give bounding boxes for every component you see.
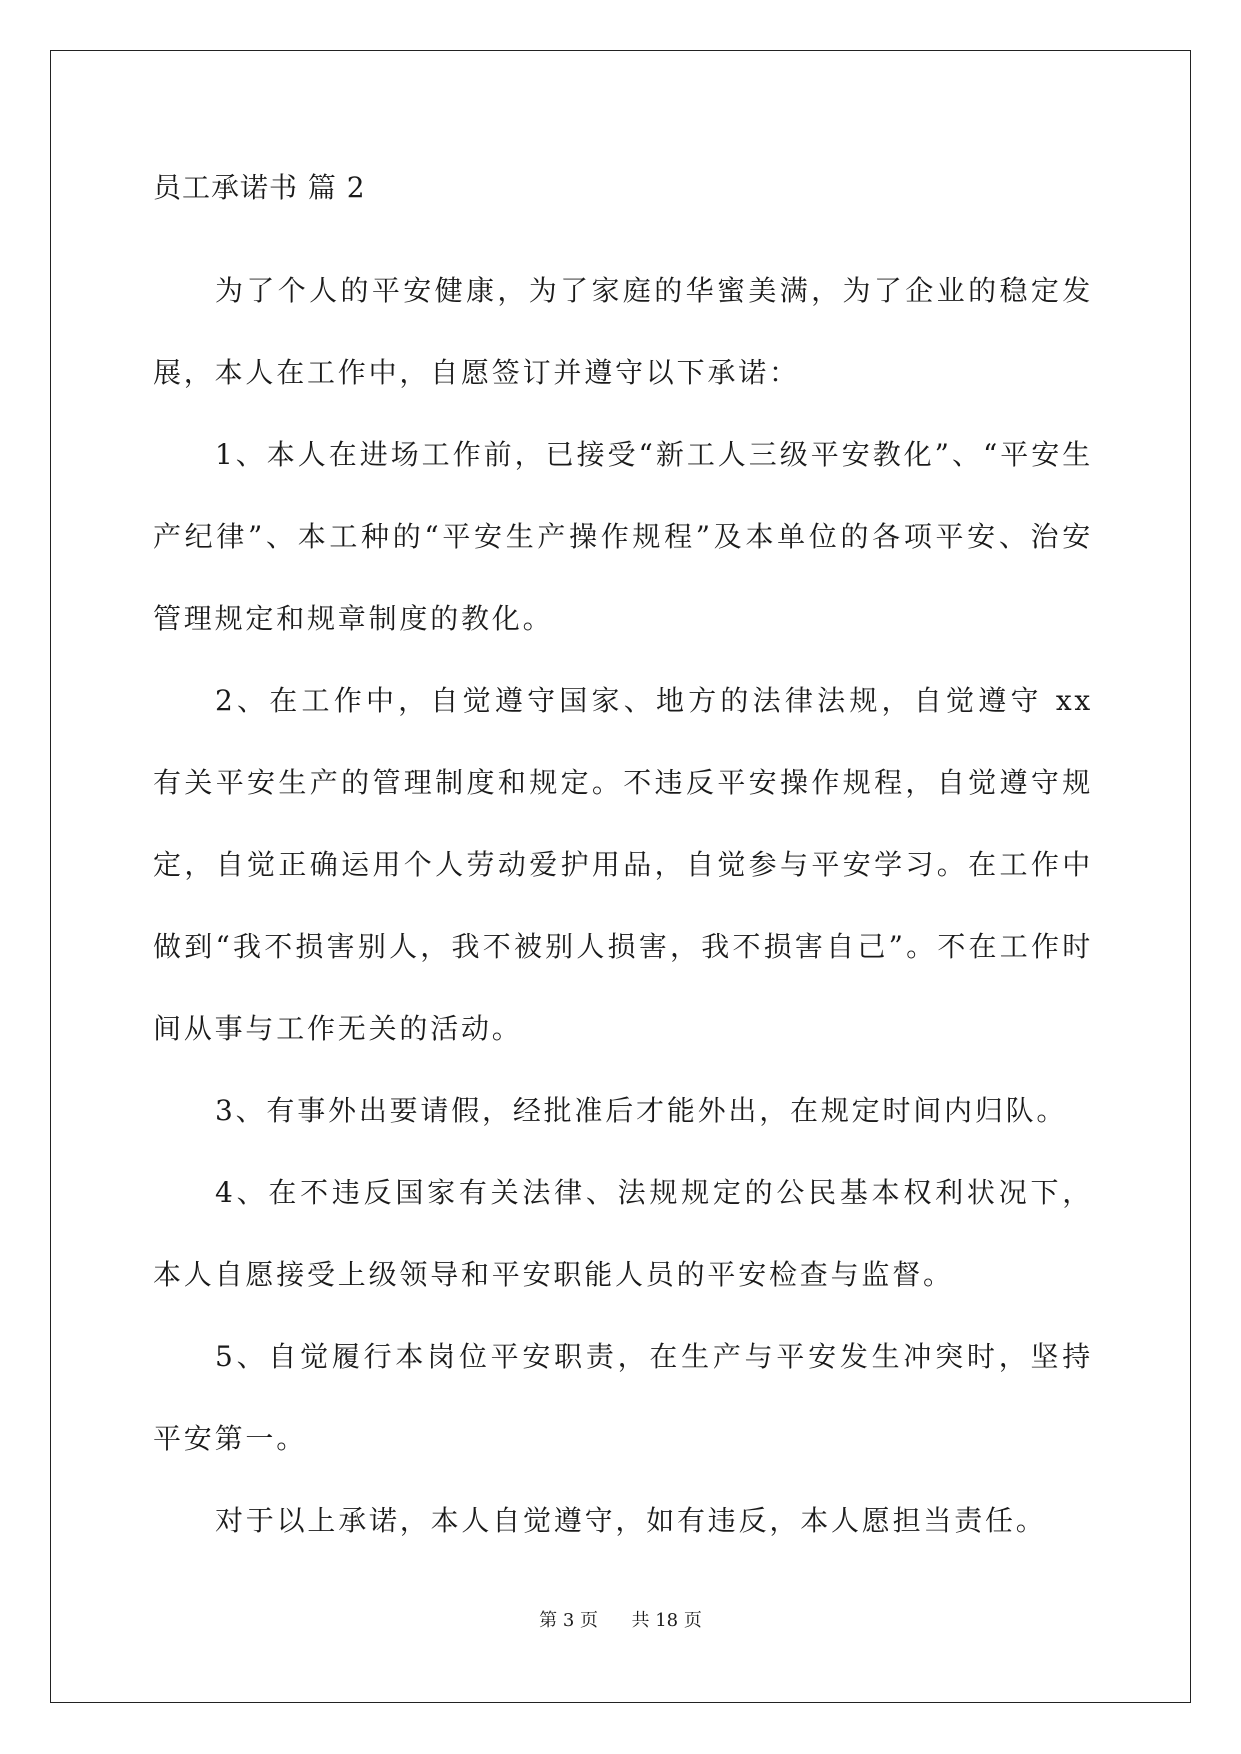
page-footer	[0, 1606, 1241, 1632]
paragraph-intro: 为了个人的平安健康，为了家庭的华蜜美满，为了企业的稳定发展，本人在工作中，自愿签订并遵守以下承诺：	[153, 274, 1093, 389]
paragraph-item-3: 3、有事外出要请假，经批准后才能外出，在规定时间内归队。	[215, 1094, 1068, 1127]
paragraph-item-2: 2、在工作中，自觉遵守国家、地方的法律法规，自觉遵守 xx 有关平安生产的管理制度和规定。不违反平安操作规程，自觉遵守规定，自觉正确运用个人劳动爱护用品，自觉参与平安学习。在工作中做到“我不损害别人，我不被别人损害，我不损害自己”。不在工作时间从事与工作无关的活动。	[153, 684, 1093, 1045]
document-title: 员工承诺书 篇 2	[153, 171, 366, 204]
paragraph-item-5: 5、自觉履行本岗位平安职责，在生产与平安发生冲突时，坚持平安第一。	[153, 1340, 1093, 1455]
paragraph-item-1: 1、本人在进场工作前，已接受“新工人三级平安教化”、“平安生产纪律”、本工种的“平安生产操作规程”及本单位的各项平安、治安管理规定和规章制度的教化。	[153, 438, 1093, 635]
total-pages: 共 18 页	[631, 1610, 702, 1631]
document-body	[153, 168, 1093, 1562]
page-number: 第 3 页	[539, 1610, 599, 1631]
paragraph-closing: 对于以上承诺，本人自觉遵守，如有违反，本人愿担当责任。	[215, 1504, 1047, 1537]
paragraph-item-4: 4、在不违反国家有关法律、法规规定的公民基本权利状况下，本人自愿接受上级领导和平安职能人员的平安检查与监督。	[153, 1176, 1093, 1291]
